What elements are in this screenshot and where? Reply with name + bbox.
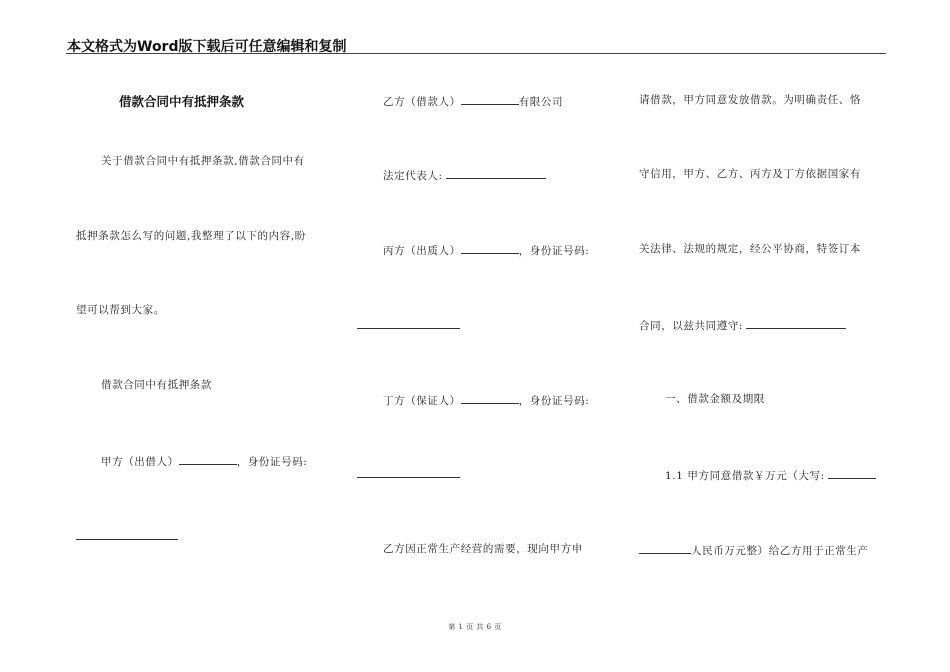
intro-line-3: 望可以帮到大家。 xyxy=(76,304,165,316)
intro-line-2: 抵押条款怎么写的问题,我整理了以下的内容,盼 xyxy=(76,230,306,242)
legal-rep-label: 法定代表人: xyxy=(383,170,443,182)
party-c-line xyxy=(383,242,589,258)
party-d-id-blank xyxy=(357,477,460,478)
col3-line-3: 关法律、法规的规定，经公平协商，特签订本 xyxy=(639,243,861,255)
clause-1-1-line xyxy=(665,467,876,483)
party-a-suffix: ，身份证号码: xyxy=(236,456,308,468)
col3-line-2: 守信用，甲方、乙方、丙方及丁方依据国家有 xyxy=(639,168,861,180)
col3-line-4 xyxy=(639,317,846,333)
need-text-line: 乙方因正常生产经营的需要，现向甲方申 xyxy=(383,543,583,555)
document-title: 借款合同中有抵押条款 xyxy=(119,94,245,109)
party-b-suffix: 有限公司 xyxy=(518,96,564,108)
page-indicator: 第 1 页 共 6 页 xyxy=(448,623,502,631)
clause-1-1-cont-blank xyxy=(639,542,691,554)
intro-line-1: 关于借款合同中有抵押条款,借款合同中有 xyxy=(101,155,305,167)
clause-1-1-blank xyxy=(828,467,876,479)
legal-rep-line xyxy=(383,167,546,183)
party-d-label: 丁方（保证人） xyxy=(383,395,461,407)
party-d-suffix: ，身份证号码: xyxy=(518,395,590,407)
party-a-name-blank xyxy=(179,453,237,465)
clause-1-1-cont-text: 人民币万元整）给乙方用于正常生产 xyxy=(691,545,869,557)
banner-title: 本文格式为Word版下载后可任意编辑和复制 xyxy=(67,39,347,55)
party-b-label: 乙方（借款人） xyxy=(383,96,461,108)
clause-1-1-cont-line xyxy=(639,542,869,558)
clause-1-1-text: 1.1 甲方同意借款￥万元（大写: xyxy=(665,470,825,482)
header-divider xyxy=(66,53,886,54)
party-a-label: 甲方（出借人） xyxy=(101,456,179,468)
party-c-suffix: ，身份证号码: xyxy=(518,245,590,257)
party-b-name-blank xyxy=(461,93,519,105)
col3-line-1: 请借款，甲方同意发放借款。为明确责任、恪 xyxy=(639,94,861,106)
party-a-line xyxy=(101,453,307,469)
party-d-line xyxy=(383,392,589,408)
legal-rep-blank xyxy=(446,167,546,179)
party-a-id-blank xyxy=(76,539,178,540)
col3-line-4-text: 合同，以兹共同遵守: xyxy=(639,320,744,332)
party-b-line xyxy=(383,93,563,109)
party-c-label: 丙方（出质人） xyxy=(383,245,461,257)
contract-subtitle: 借款合同中有抵押条款 xyxy=(101,379,212,391)
col3-line-4-blank xyxy=(746,317,846,329)
party-d-name-blank xyxy=(461,392,519,404)
party-c-name-blank xyxy=(461,242,519,254)
section-1-heading: 一、借款金额及期限 xyxy=(665,393,765,405)
party-c-id-blank xyxy=(357,328,460,329)
